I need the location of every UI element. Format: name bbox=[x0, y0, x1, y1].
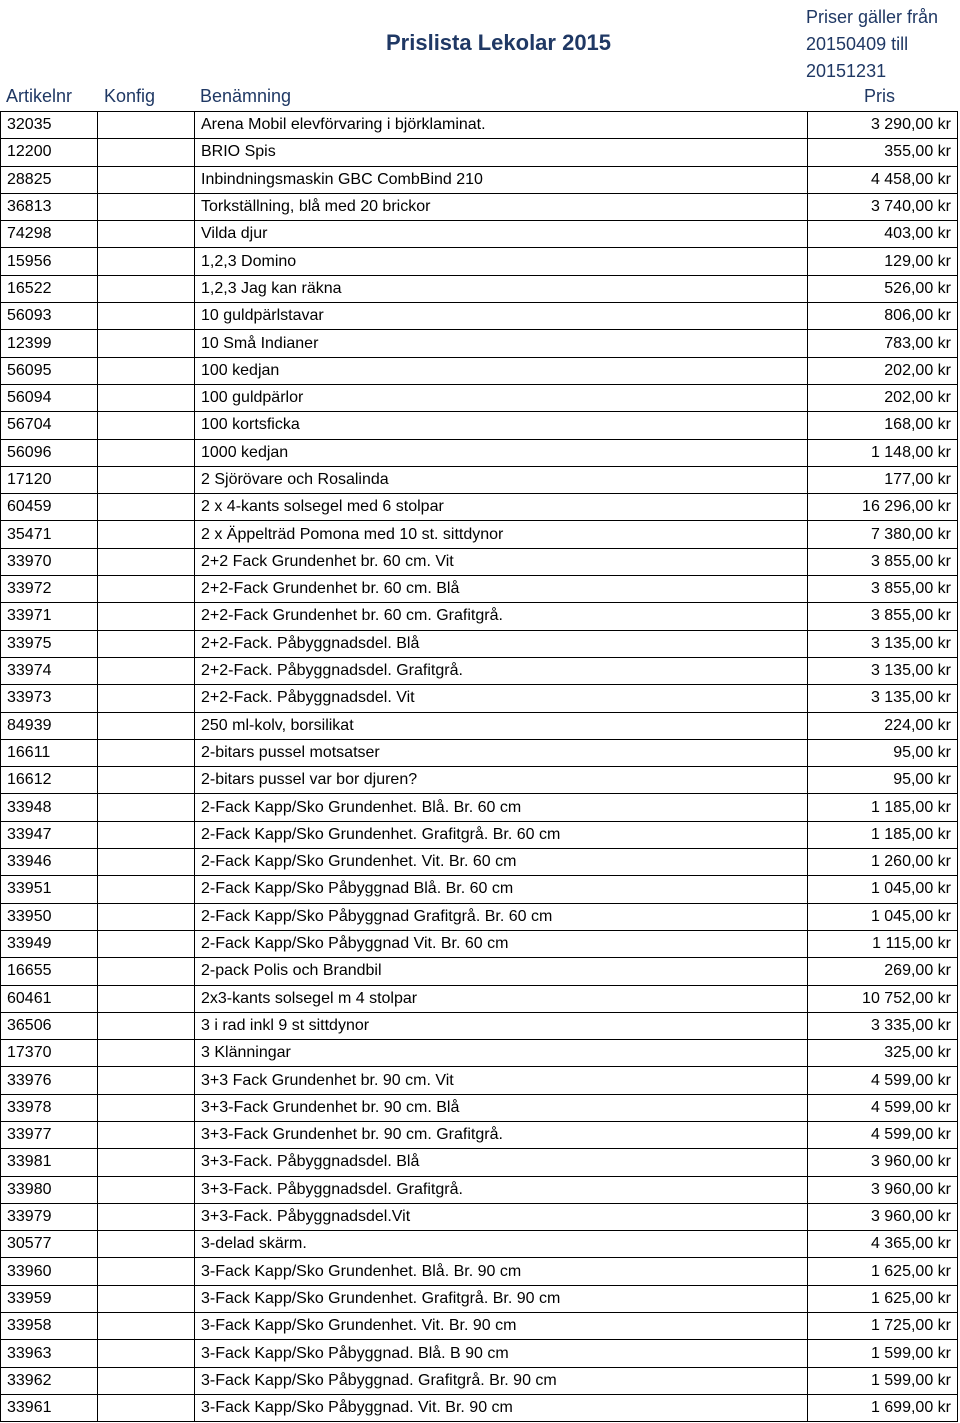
product-name-cell: 100 kedjan bbox=[195, 357, 808, 384]
table-row bbox=[1, 767, 958, 794]
product-name-cell: 2+2-Fack. Påbyggnadsdel. Blå bbox=[195, 630, 808, 657]
product-name-cell: Arena Mobil elevförvaring i björklaminat. bbox=[195, 112, 808, 139]
config-cell bbox=[98, 521, 195, 548]
config-cell bbox=[98, 248, 195, 275]
price-cell: 3 855,00 kr bbox=[808, 576, 958, 603]
column-header-config: Konfig bbox=[104, 86, 156, 106]
price-cell: 1 699,00 kr bbox=[808, 1394, 958, 1421]
config-cell bbox=[98, 330, 195, 357]
product-name-cell: 100 kortsficka bbox=[195, 412, 808, 439]
price-table-body bbox=[1, 112, 958, 1422]
table-row bbox=[1, 166, 958, 193]
product-name-cell: 2-Fack Kapp/Sko Påbyggnad Blå. Br. 60 cm bbox=[195, 876, 808, 903]
product-name-cell: 2x3-kants solsegel m 4 stolpar bbox=[195, 985, 808, 1012]
article-number-cell: 33947 bbox=[1, 821, 98, 848]
table-row bbox=[1, 985, 958, 1012]
config-cell bbox=[98, 1394, 195, 1421]
config-cell bbox=[98, 1094, 195, 1121]
config-cell bbox=[98, 685, 195, 712]
column-header-name: Benämning bbox=[200, 86, 292, 106]
page-title: Prislista Lekolar 2015 bbox=[386, 30, 612, 55]
table-row bbox=[1, 903, 958, 930]
config-cell bbox=[98, 494, 195, 521]
table-row bbox=[1, 112, 958, 139]
table-row bbox=[1, 1067, 958, 1094]
price-cell: 783,00 kr bbox=[808, 330, 958, 357]
column-header-article: Artikelnr bbox=[6, 86, 73, 106]
article-number-cell: 28825 bbox=[1, 166, 98, 193]
table-row bbox=[1, 849, 958, 876]
price-cell: 1 599,00 kr bbox=[808, 1367, 958, 1394]
validity-line: Priser gäller från bbox=[806, 7, 939, 27]
product-name-cell: 2-Fack Kapp/Sko Grundenhet. Vit. Br. 60 cm bbox=[195, 849, 808, 876]
table-row bbox=[1, 221, 958, 248]
product-name-cell: 100 guldpärlor bbox=[195, 384, 808, 411]
article-number-cell: 12200 bbox=[1, 139, 98, 166]
price-cell: 224,00 kr bbox=[808, 712, 958, 739]
product-name-cell: Torkställning, blå med 20 brickor bbox=[195, 193, 808, 220]
article-number-cell: 30577 bbox=[1, 1231, 98, 1258]
config-cell bbox=[98, 849, 195, 876]
config-cell bbox=[98, 193, 195, 220]
price-cell: 1 045,00 kr bbox=[808, 903, 958, 930]
product-name-cell: 3-Fack Kapp/Sko Grundenhet. Vit. Br. 90 cm bbox=[195, 1313, 808, 1340]
product-name-cell: 3-delad skärm. bbox=[195, 1231, 808, 1258]
table-row bbox=[1, 139, 958, 166]
config-cell bbox=[98, 1149, 195, 1176]
price-cell: 10 752,00 kr bbox=[808, 985, 958, 1012]
article-number-cell: 12399 bbox=[1, 330, 98, 357]
price-cell: 95,00 kr bbox=[808, 767, 958, 794]
price-cell: 3 135,00 kr bbox=[808, 685, 958, 712]
price-cell: 4 599,00 kr bbox=[808, 1121, 958, 1148]
config-cell bbox=[98, 548, 195, 575]
product-name-cell: 2-pack Polis och Brandbil bbox=[195, 958, 808, 985]
config-cell bbox=[98, 603, 195, 630]
price-cell: 3 960,00 kr bbox=[808, 1149, 958, 1176]
article-number-cell: 56096 bbox=[1, 439, 98, 466]
price-cell: 129,00 kr bbox=[808, 248, 958, 275]
price-cell: 1 725,00 kr bbox=[808, 1313, 958, 1340]
config-cell bbox=[98, 1067, 195, 1094]
price-cell: 3 135,00 kr bbox=[808, 630, 958, 657]
table-row bbox=[1, 1012, 958, 1039]
table-row bbox=[1, 958, 958, 985]
price-cell: 3 855,00 kr bbox=[808, 548, 958, 575]
price-cell: 1 115,00 kr bbox=[808, 930, 958, 957]
config-cell bbox=[98, 767, 195, 794]
table-row bbox=[1, 1285, 958, 1312]
validity-line: 20150409 till bbox=[806, 34, 909, 54]
price-table bbox=[0, 111, 958, 1422]
price-cell: 3 855,00 kr bbox=[808, 603, 958, 630]
config-cell bbox=[98, 275, 195, 302]
table-row bbox=[1, 330, 958, 357]
config-cell bbox=[98, 166, 195, 193]
price-cell: 202,00 kr bbox=[808, 384, 958, 411]
table-row bbox=[1, 1176, 958, 1203]
table-row bbox=[1, 1231, 958, 1258]
config-cell bbox=[98, 794, 195, 821]
price-cell: 4 599,00 kr bbox=[808, 1094, 958, 1121]
price-cell: 202,00 kr bbox=[808, 357, 958, 384]
article-number-cell: 32035 bbox=[1, 112, 98, 139]
article-number-cell: 16611 bbox=[1, 739, 98, 766]
article-number-cell: 33958 bbox=[1, 1313, 98, 1340]
article-number-cell: 56094 bbox=[1, 384, 98, 411]
article-number-cell: 33974 bbox=[1, 657, 98, 684]
article-number-cell: 33979 bbox=[1, 1203, 98, 1230]
config-cell bbox=[98, 1367, 195, 1394]
article-number-cell: 33976 bbox=[1, 1067, 98, 1094]
config-cell bbox=[98, 985, 195, 1012]
config-cell bbox=[98, 657, 195, 684]
price-cell: 16 296,00 kr bbox=[808, 494, 958, 521]
price-cell: 355,00 kr bbox=[808, 139, 958, 166]
article-number-cell: 16522 bbox=[1, 275, 98, 302]
product-name-cell: 2+2-Fack Grundenhet br. 60 cm. Grafitgrå. bbox=[195, 603, 808, 630]
article-number-cell: 33981 bbox=[1, 1149, 98, 1176]
price-cell: 7 380,00 kr bbox=[808, 521, 958, 548]
table-row bbox=[1, 248, 958, 275]
product-name-cell: 3+3-Fack. Påbyggnadsdel. Blå bbox=[195, 1149, 808, 1176]
article-number-cell: 33972 bbox=[1, 576, 98, 603]
article-number-cell: 36813 bbox=[1, 193, 98, 220]
validity-line: 20151231 bbox=[806, 61, 887, 81]
article-number-cell: 36506 bbox=[1, 1012, 98, 1039]
article-number-cell: 33963 bbox=[1, 1340, 98, 1367]
price-cell: 1 625,00 kr bbox=[808, 1258, 958, 1285]
product-name-cell: 3 i rad inkl 9 st sittdynor bbox=[195, 1012, 808, 1039]
table-row bbox=[1, 657, 958, 684]
table-row bbox=[1, 712, 958, 739]
product-name-cell: 2-Fack Kapp/Sko Grundenhet. Grafitgrå. Br. 60 cm bbox=[195, 821, 808, 848]
product-name-cell: 2 x Äppelträd Pomona med 10 st. sittdynor bbox=[195, 521, 808, 548]
product-name-cell: 3-Fack Kapp/Sko Påbyggnad. Vit. Br. 90 cm bbox=[195, 1394, 808, 1421]
table-row bbox=[1, 685, 958, 712]
article-number-cell: 15956 bbox=[1, 248, 98, 275]
product-name-cell: 3+3-Fack. Påbyggnadsdel.Vit bbox=[195, 1203, 808, 1230]
table-row bbox=[1, 1394, 958, 1421]
product-name-cell: BRIO Spis bbox=[195, 139, 808, 166]
config-cell bbox=[98, 903, 195, 930]
price-cell: 1 625,00 kr bbox=[808, 1285, 958, 1312]
price-cell: 3 960,00 kr bbox=[808, 1203, 958, 1230]
config-cell bbox=[98, 930, 195, 957]
article-number-cell: 33962 bbox=[1, 1367, 98, 1394]
article-number-cell: 33959 bbox=[1, 1285, 98, 1312]
config-cell bbox=[98, 1203, 195, 1230]
price-cell: 1 599,00 kr bbox=[808, 1340, 958, 1367]
config-cell bbox=[98, 1176, 195, 1203]
table-row bbox=[1, 876, 958, 903]
product-name-cell: Inbindningsmaskin GBC CombBind 210 bbox=[195, 166, 808, 193]
config-cell bbox=[98, 1121, 195, 1148]
article-number-cell: 35471 bbox=[1, 521, 98, 548]
price-cell: 95,00 kr bbox=[808, 739, 958, 766]
table-row bbox=[1, 1094, 958, 1121]
product-name-cell: 3+3-Fack. Påbyggnadsdel. Grafitgrå. bbox=[195, 1176, 808, 1203]
article-number-cell: 33980 bbox=[1, 1176, 98, 1203]
article-number-cell: 17370 bbox=[1, 1040, 98, 1067]
table-row bbox=[1, 821, 958, 848]
config-cell bbox=[98, 821, 195, 848]
price-cell: 1 045,00 kr bbox=[808, 876, 958, 903]
price-cell: 3 335,00 kr bbox=[808, 1012, 958, 1039]
price-cell: 3 740,00 kr bbox=[808, 193, 958, 220]
config-cell bbox=[98, 739, 195, 766]
price-cell: 1 185,00 kr bbox=[808, 794, 958, 821]
article-number-cell: 74298 bbox=[1, 221, 98, 248]
price-cell: 403,00 kr bbox=[808, 221, 958, 248]
config-cell bbox=[98, 576, 195, 603]
table-row bbox=[1, 412, 958, 439]
config-cell bbox=[98, 1313, 195, 1340]
config-cell bbox=[98, 466, 195, 493]
product-name-cell: 10 Små Indianer bbox=[195, 330, 808, 357]
product-name-cell: 2+2-Fack. Påbyggnadsdel. Vit bbox=[195, 685, 808, 712]
product-name-cell: 2-Fack Kapp/Sko Påbyggnad Vit. Br. 60 cm bbox=[195, 930, 808, 957]
product-name-cell: 1,2,3 Domino bbox=[195, 248, 808, 275]
product-name-cell: 2-Fack Kapp/Sko Påbyggnad Grafitgrå. Br. 60 cm bbox=[195, 903, 808, 930]
table-row bbox=[1, 739, 958, 766]
table-row bbox=[1, 357, 958, 384]
product-name-cell: 1000 kedjan bbox=[195, 439, 808, 466]
product-name-cell: 3-Fack Kapp/Sko Påbyggnad. Grafitgrå. Br. 90 cm bbox=[195, 1367, 808, 1394]
article-number-cell: 33973 bbox=[1, 685, 98, 712]
config-cell bbox=[98, 1340, 195, 1367]
table-row bbox=[1, 1040, 958, 1067]
config-cell bbox=[98, 712, 195, 739]
price-cell: 3 135,00 kr bbox=[808, 657, 958, 684]
article-number-cell: 17120 bbox=[1, 466, 98, 493]
config-cell bbox=[98, 1231, 195, 1258]
price-cell: 526,00 kr bbox=[808, 275, 958, 302]
config-cell bbox=[98, 1040, 195, 1067]
config-cell bbox=[98, 630, 195, 657]
price-cell: 3 960,00 kr bbox=[808, 1176, 958, 1203]
table-row bbox=[1, 1258, 958, 1285]
config-cell bbox=[98, 139, 195, 166]
price-cell: 269,00 kr bbox=[808, 958, 958, 985]
table-row bbox=[1, 603, 958, 630]
product-name-cell: Vilda djur bbox=[195, 221, 808, 248]
article-number-cell: 33946 bbox=[1, 849, 98, 876]
product-name-cell: 3-Fack Kapp/Sko Påbyggnad. Blå. B 90 cm bbox=[195, 1340, 808, 1367]
price-list-header bbox=[0, 0, 960, 111]
config-cell bbox=[98, 357, 195, 384]
price-cell: 4 599,00 kr bbox=[808, 1067, 958, 1094]
article-number-cell: 33971 bbox=[1, 603, 98, 630]
config-cell bbox=[98, 384, 195, 411]
article-number-cell: 33975 bbox=[1, 630, 98, 657]
article-number-cell: 56704 bbox=[1, 412, 98, 439]
article-number-cell: 33970 bbox=[1, 548, 98, 575]
price-cell: 168,00 kr bbox=[808, 412, 958, 439]
price-cell: 4 458,00 kr bbox=[808, 166, 958, 193]
price-cell: 1 260,00 kr bbox=[808, 849, 958, 876]
table-row bbox=[1, 275, 958, 302]
product-name-cell: 2 x 4-kants solsegel med 6 stolpar bbox=[195, 494, 808, 521]
table-row bbox=[1, 494, 958, 521]
table-row bbox=[1, 1121, 958, 1148]
price-cell: 325,00 kr bbox=[808, 1040, 958, 1067]
product-name-cell: 3+3-Fack Grundenhet br. 90 cm. Blå bbox=[195, 1094, 808, 1121]
product-name-cell: 2-bitars pussel var bor djuren? bbox=[195, 767, 808, 794]
table-row bbox=[1, 630, 958, 657]
config-cell bbox=[98, 1012, 195, 1039]
price-cell: 177,00 kr bbox=[808, 466, 958, 493]
article-number-cell: 56095 bbox=[1, 357, 98, 384]
article-number-cell: 33960 bbox=[1, 1258, 98, 1285]
product-name-cell: 3-Fack Kapp/Sko Grundenhet. Blå. Br. 90 cm bbox=[195, 1258, 808, 1285]
product-name-cell: 3+3 Fack Grundenhet br. 90 cm. Vit bbox=[195, 1067, 808, 1094]
article-number-cell: 60459 bbox=[1, 494, 98, 521]
validity-note bbox=[806, 4, 956, 85]
article-number-cell: 33949 bbox=[1, 930, 98, 957]
config-cell bbox=[98, 876, 195, 903]
price-cell: 1 185,00 kr bbox=[808, 821, 958, 848]
price-cell: 3 290,00 kr bbox=[808, 112, 958, 139]
product-name-cell: 2-Fack Kapp/Sko Grundenhet. Blå. Br. 60 cm bbox=[195, 794, 808, 821]
product-name-cell: 2+2 Fack Grundenhet br. 60 cm. Vit bbox=[195, 548, 808, 575]
config-cell bbox=[98, 412, 195, 439]
product-name-cell: 10 guldpärlstavar bbox=[195, 303, 808, 330]
article-number-cell: 33961 bbox=[1, 1394, 98, 1421]
article-number-cell: 60461 bbox=[1, 985, 98, 1012]
config-cell bbox=[98, 439, 195, 466]
price-cell: 1 148,00 kr bbox=[808, 439, 958, 466]
config-cell bbox=[98, 221, 195, 248]
config-cell bbox=[98, 1258, 195, 1285]
table-row bbox=[1, 1149, 958, 1176]
product-name-cell: 2+2-Fack Grundenhet br. 60 cm. Blå bbox=[195, 576, 808, 603]
config-cell bbox=[98, 1285, 195, 1312]
product-name-cell: 2 Sjörövare och Rosalinda bbox=[195, 466, 808, 493]
config-cell bbox=[98, 958, 195, 985]
table-row bbox=[1, 1313, 958, 1340]
product-name-cell: 3-Fack Kapp/Sko Grundenhet. Grafitgrå. Br. 90 cm bbox=[195, 1285, 808, 1312]
table-row bbox=[1, 576, 958, 603]
config-cell bbox=[98, 303, 195, 330]
table-row bbox=[1, 466, 958, 493]
article-number-cell: 33977 bbox=[1, 1121, 98, 1148]
article-number-cell: 84939 bbox=[1, 712, 98, 739]
config-cell bbox=[98, 112, 195, 139]
article-number-cell: 33951 bbox=[1, 876, 98, 903]
table-row bbox=[1, 384, 958, 411]
table-row bbox=[1, 794, 958, 821]
table-row bbox=[1, 1340, 958, 1367]
article-number-cell: 16612 bbox=[1, 767, 98, 794]
table-row bbox=[1, 303, 958, 330]
column-header-price: Pris bbox=[864, 86, 895, 106]
table-row bbox=[1, 1203, 958, 1230]
product-name-cell: 2-bitars pussel motsatser bbox=[195, 739, 808, 766]
table-row bbox=[1, 1367, 958, 1394]
article-number-cell: 33978 bbox=[1, 1094, 98, 1121]
article-number-cell: 16655 bbox=[1, 958, 98, 985]
article-number-cell: 33948 bbox=[1, 794, 98, 821]
table-row bbox=[1, 930, 958, 957]
product-name-cell: 1,2,3 Jag kan räkna bbox=[195, 275, 808, 302]
table-row bbox=[1, 193, 958, 220]
price-cell: 806,00 kr bbox=[808, 303, 958, 330]
product-name-cell: 3 Klänningar bbox=[195, 1040, 808, 1067]
product-name-cell: 3+3-Fack Grundenhet br. 90 cm. Grafitgrå. bbox=[195, 1121, 808, 1148]
price-cell: 4 365,00 kr bbox=[808, 1231, 958, 1258]
article-number-cell: 33950 bbox=[1, 903, 98, 930]
article-number-cell: 56093 bbox=[1, 303, 98, 330]
product-name-cell: 2+2-Fack. Påbyggnadsdel. Grafitgrå. bbox=[195, 657, 808, 684]
table-row bbox=[1, 548, 958, 575]
product-name-cell: 250 ml-kolv, borsilikat bbox=[195, 712, 808, 739]
table-row bbox=[1, 439, 958, 466]
table-row bbox=[1, 521, 958, 548]
